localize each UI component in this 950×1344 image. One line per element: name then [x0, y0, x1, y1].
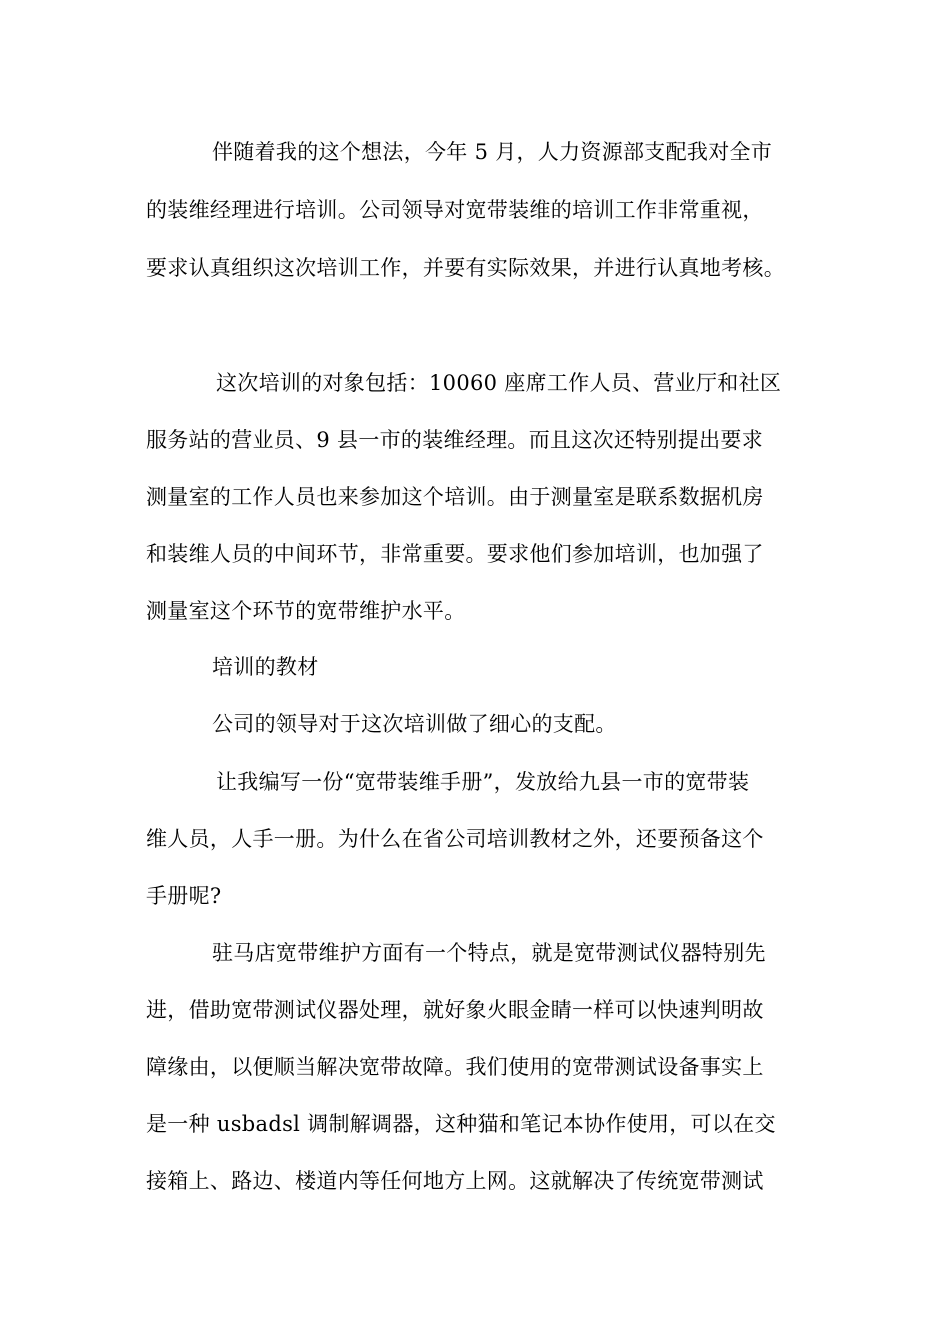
paragraph-line: 让我编写一份“宽带装维手册”，发放给九县一市的宽带装 [216, 770, 750, 794]
paragraph-line: 驻马店宽带维护方面有一个特点，就是宽带测试仪器特别先 [212, 941, 766, 965]
paragraph-line: 是一种 usbadsl 调制解调器，这种猫和笔记本协作使用，可以在交 [146, 1112, 776, 1136]
paragraph-line: 接箱上、路边、楼道内等任何地方上网。这就解决了传统宽带测试 [146, 1169, 764, 1193]
paragraph-line: 要求认真组织这次培训工作，并要有实际效果，并进行认真地考核。 [146, 256, 785, 280]
paragraph-line: 测量室的工作人员也来参加这个培训。由于测量室是联系数据机房 [146, 485, 764, 509]
paragraph-line: 测量室这个环节的宽带维护水平。 [146, 599, 466, 623]
paragraph-line: 公司的领导对于这次培训做了细心的支配。 [212, 712, 617, 736]
paragraph-line: 服务站的营业员、9 县一市的装维经理。而且这次还特别提出要求 [146, 428, 764, 452]
paragraph-line: 障缘由，以便顺当解决宽带故障。我们使用的宽带测试设备事实上 [146, 1055, 764, 1079]
paragraph-line: 维人员，人手一册。为什么在省公司培训教材之外，还要预备这个 [146, 827, 764, 851]
paragraph-line: 这次培训的对象包括：10060 座席工作人员、营业厅和社区 [216, 371, 782, 395]
paragraph-line: 进，借助宽带测试仪器处理，就好象火眼金睛一样可以快速判明故 [146, 998, 764, 1022]
section-heading: 培训的教材 [212, 655, 319, 679]
paragraph-line: 手册呢? [146, 884, 222, 908]
paragraph-line: 的装维经理进行培训。公司领导对宽带装维的培训工作非常重视， [146, 198, 764, 222]
paragraph-line: 和装维人员的中间环节，非常重要。要求他们参加培训，也加强了 [146, 542, 764, 566]
paragraph-line: 伴随着我的这个想法，今年 5 月，人力资源部支配我对全市 [212, 140, 773, 164]
